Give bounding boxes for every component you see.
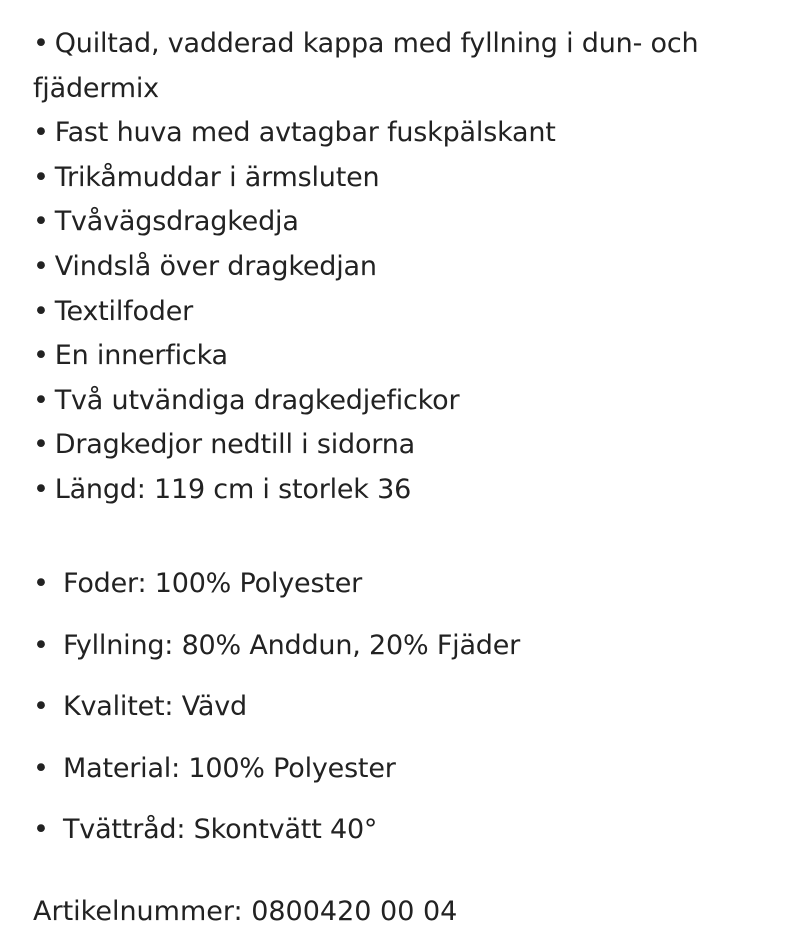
bullet-icon: • [33,473,49,505]
product-description [33,22,773,927]
feature-item [33,334,773,379]
bullet-icon: • [33,161,49,193]
feature-text: Trikåmuddar i ärmsluten [54,161,380,193]
feature-text: Längd: 119 cm i storlek 36 [54,473,412,505]
spec-item [33,624,520,686]
feature-item [33,156,773,201]
feature-text: Fast huva med avtagbar fuskpälskant [54,117,556,149]
bullet-icon: • [33,629,49,661]
feature-item [33,245,773,290]
feature-text: Tvåvägsdragkedja [54,206,299,238]
spec-text: Fyllning: 80% Anddun, 20% Fjäder [63,629,521,661]
feature-item [33,468,773,513]
bullet-icon: • [33,295,49,327]
spec-item [33,562,520,624]
bullet-icon: • [33,117,49,149]
spec-item [33,808,520,870]
feature-item [33,423,773,468]
bullet-icon: • [33,752,49,784]
feature-text: Vindslå över dragkedjan [54,250,377,282]
article-number-line: Artikelnummer: 0800420 00 04 [33,896,458,927]
spec-item [33,747,520,809]
bullet-icon: • [33,429,49,461]
feature-text: Två utvändiga dragkedjefickor [54,384,460,416]
material-spec-list [33,562,520,870]
feature-item [33,111,773,156]
bullet-icon: • [33,206,49,238]
bullet-icon: • [33,691,49,722]
bullet-icon: • [33,340,49,372]
bullet-icon: • [33,250,49,282]
spec-text: Tvättråd: Skontvätt 40° [63,814,378,845]
bullet-icon: • [33,568,49,599]
feature-item [33,200,773,245]
bullet-icon: • [33,814,49,845]
feature-list [33,22,773,513]
feature-text: Textilfoder [54,295,194,327]
spec-text: Kvalitet: Vävd [63,691,247,722]
bullet-icon: • [33,28,49,59]
spec-text: Material: 100% Polyester [63,752,396,784]
feature-text: Dragkedjor nedtill i sidorna [54,429,415,461]
spec-text: Foder: 100% Polyester [63,568,363,599]
feature-item [33,22,773,111]
spec-item [33,685,520,747]
bullet-icon: • [33,384,49,416]
feature-item [33,290,773,335]
feature-text: En innerficka [54,340,228,372]
feature-item [33,379,773,424]
feature-text: Quiltad, vadderad kappa med fyllning i dun- och fjädermix [33,28,699,104]
